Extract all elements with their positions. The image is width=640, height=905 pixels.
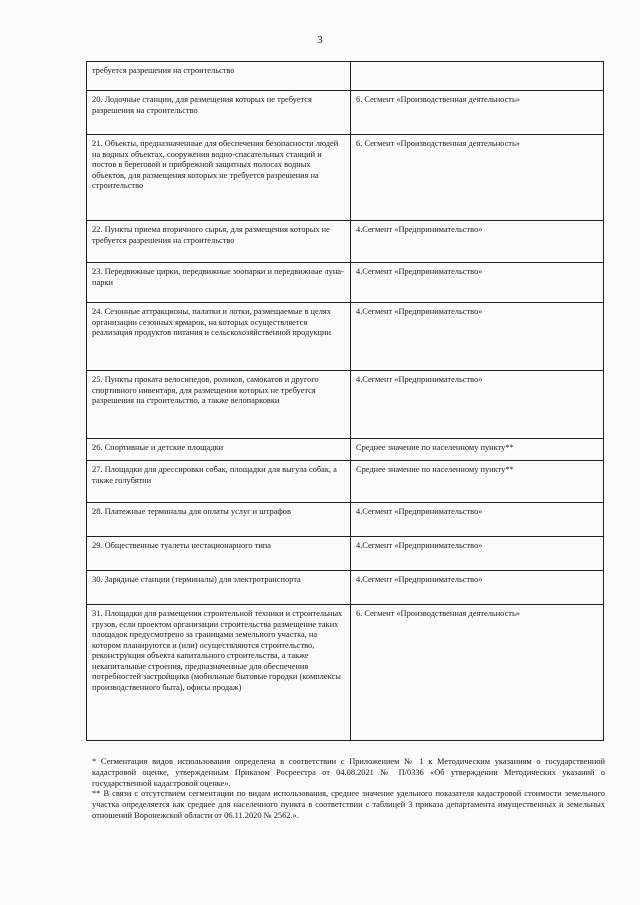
use-type-cell: 23. Передвижные цирки, передвижные зоопарки и передвижные луна-парки (87, 263, 351, 303)
use-type-cell: 26. Спортивные и детские площадки (87, 439, 351, 461)
segment-cell: 4.Сегмент «Предпринимательство» (351, 503, 604, 537)
footnote-segmentation: * Сегментация видов использования определена в соответствии с Приложением № 1 к Методическим указаниям о государственной кадастровой оценке, утвержденным Приказом Росреестра от 04.08.2021 № П/0336 «Об утверждении Методических указаний о государственной кадастровой оценке». (92, 757, 605, 788)
table-row (87, 263, 604, 303)
use-type-cell: 31. Площадки для размещения строительной техники и строительных грузов, если проектом организации строительства размещение таких площадок предусмотрено за границами земельного участка, на котором планируются и (или) осуществляются строительство, реконструкция объекта капитального строительства, а также некапитальные строения, предназначенные для обеспечения потребностей застройщика (мобильные бытовые городки (комплексы производственного быта), офисы продаж) (87, 605, 351, 741)
table-row (87, 91, 604, 135)
use-type-cell: 22. Пункты приема вторичного сырья, для размещения которых не требуется разрешения на строительство (87, 221, 351, 263)
segment-cell (351, 62, 604, 91)
use-type-cell: 25. Пункты проката велосипедов, роликов, самокатов и другого спортивного инвентаря, для размещения которых не требуется разрешения на строительство, а также велопарковки (87, 371, 351, 439)
segment-cell: 4.Сегмент «Предпринимательство» (351, 371, 604, 439)
footnotes (92, 757, 605, 822)
use-type-cell: 29. Общественные туалеты нестационарного типа (87, 537, 351, 571)
segment-cell: 6. Сегмент «Производственная деятельность» (351, 91, 604, 135)
segment-cell: 4.Сегмент «Предпринимательство» (351, 303, 604, 371)
use-type-cell: 24. Сезонные аттракционы, палатки и лотки, размещаемые в целях организации сезонных ярмарок, на которых осуществляется реализация продуктов питания и сельскохозяйственной продукции (87, 303, 351, 371)
use-type-cell: 30. Зарядные станции (терминалы) для электротранспорта (87, 571, 351, 605)
segment-cell: 4.Сегмент «Предпринимательство» (351, 263, 604, 303)
table-row (87, 221, 604, 263)
land-use-segment-table (86, 61, 604, 741)
table-row (87, 461, 604, 503)
segment-cell: 6. Сегмент «Производственная деятельность» (351, 135, 604, 221)
segment-cell: 4.Сегмент «Предпринимательство» (351, 221, 604, 263)
table-row (87, 439, 604, 461)
table-row (87, 605, 604, 741)
table-row (87, 571, 604, 605)
table-row (87, 135, 604, 221)
use-type-cell: 27. Площадки для дрессировки собак, площадки для выгула собак, а также голубятни (87, 461, 351, 503)
table-row (87, 303, 604, 371)
table-row (87, 371, 604, 439)
footnote-average-value: ** В связи с отсутствием сегментации по видам использования, среднее значение удельного показателя кадастровой стоимости земельного участка определяется как среднее для населенного пункта в соответствии с таблицей 3 приказа департамента имущественных и земельных отношений Воронежской области от 06.11.2020 № 2562.». (92, 789, 605, 820)
table-row (87, 537, 604, 571)
table-row (87, 62, 604, 91)
use-type-cell: 28. Платежные терминалы для оплаты услуг и штрафов (87, 503, 351, 537)
segment-cell: 6. Сегмент «Производственная деятельность» (351, 605, 604, 741)
use-type-cell: 20. Лодочные станции, для размещения которых не требуется разрешения на строительство (87, 91, 351, 135)
segment-cell: 4.Сегмент «Предпринимательство» (351, 537, 604, 571)
segment-cell: Среднее значение по населенному пункту** (351, 461, 604, 503)
use-type-cell: 21. Объекты, предназначенные для обеспечения безопасности людей на водных объектах, сооружения водно-спасательных станций и постов в береговой и прибрежной защитных полосах водных объектов, для размещения которых не требуется разрешения на строительство (87, 135, 351, 221)
segment-cell: Среднее значение по населенному пункту** (351, 439, 604, 461)
table-row (87, 503, 604, 537)
use-type-cell: требуется разрешения на строительство (87, 62, 351, 91)
page-number: 3 (317, 34, 323, 46)
segment-cell: 4.Сегмент «Предпринимательство» (351, 571, 604, 605)
